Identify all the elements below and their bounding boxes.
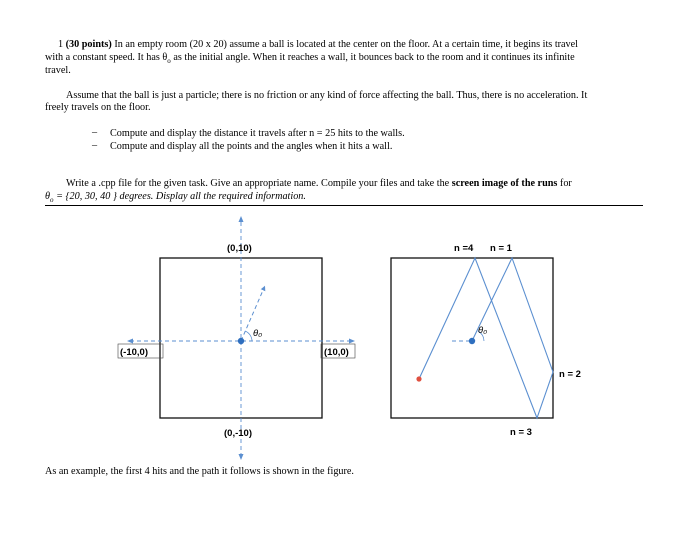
label-bottom: (0,-10) xyxy=(224,428,252,439)
axis-arrow-top xyxy=(239,216,244,222)
axis-arrow-left xyxy=(127,339,133,344)
label-right: (10,0) xyxy=(324,347,349,358)
angle-arc-left xyxy=(245,331,252,341)
bullet-2: Compute and display all the points and the angles when it hits a wall. xyxy=(110,141,393,152)
problem-number: 1 xyxy=(58,39,64,50)
ball-start-dot xyxy=(469,338,475,344)
label-n2: n = 2 xyxy=(559,369,581,380)
para1-d: travel. xyxy=(45,65,71,76)
task-a: Write a .cpp file for the given task. Give an appropriate name. Compile your files and take the xyxy=(66,178,450,189)
angle-label-right: θ₀ xyxy=(478,325,488,336)
task-c: θ xyxy=(45,191,51,202)
para2-b: freely travels on the floor. xyxy=(45,102,151,113)
bullet-dash-2: – xyxy=(92,140,98,151)
axis-arrow-right xyxy=(349,339,355,344)
bullet-1: Compute and display the distance it travels after n = 25 hits to the walls. xyxy=(110,128,405,139)
label-n3: n = 3 xyxy=(510,427,532,438)
figure-right xyxy=(391,243,581,438)
para2-a: Assume that the ball is just a particle; there is no friction or any kind of force affecting the ball. Thus, there is no acceleration. It xyxy=(66,90,588,101)
ball-path xyxy=(419,258,553,418)
problem-points: (30 points) xyxy=(65,39,112,50)
label-n4: n =4 xyxy=(454,243,474,254)
angle-label-left: θ₀ xyxy=(253,328,263,339)
ball-end-dot xyxy=(416,376,421,381)
label-n1: n = 1 xyxy=(490,243,512,254)
label-top: (0,10) xyxy=(227,243,252,254)
figure-caption: As an example, the first 4 hits and the path it follows is shown in the figure. xyxy=(45,466,354,477)
task-bold: screen image of the runs xyxy=(451,178,558,189)
para1-c: as the initial angle. When it reaches a wall, it bounces back to the room and it continues its infinite xyxy=(173,52,575,63)
label-left: (-10,0) xyxy=(120,347,148,358)
task-b: for xyxy=(559,178,572,189)
problem-line-2: with a constant speed. It has $\theta_o$ as the initial angle. When it reaches a wall, it bounces back to the room and it continues its infinite xyxy=(45,52,575,66)
axis-arrow-bottom xyxy=(239,454,244,460)
para1-b: with a constant speed. It has θ xyxy=(45,52,168,63)
task-d: = {20, 30, 40 } degrees. Display all the required information. xyxy=(53,191,306,202)
para1-a: In an empty room (20 x 20) assume a ball is located at the center on the floor. At a certain time, it begins its travel xyxy=(114,39,579,50)
ball-center-dot xyxy=(238,338,244,344)
task-line-2: $\theta_o = \{20$, 30, 40 } degrees. Display all the required information. xyxy=(45,191,306,205)
bullet-dash-1: – xyxy=(92,127,98,138)
figure-left xyxy=(118,216,355,460)
